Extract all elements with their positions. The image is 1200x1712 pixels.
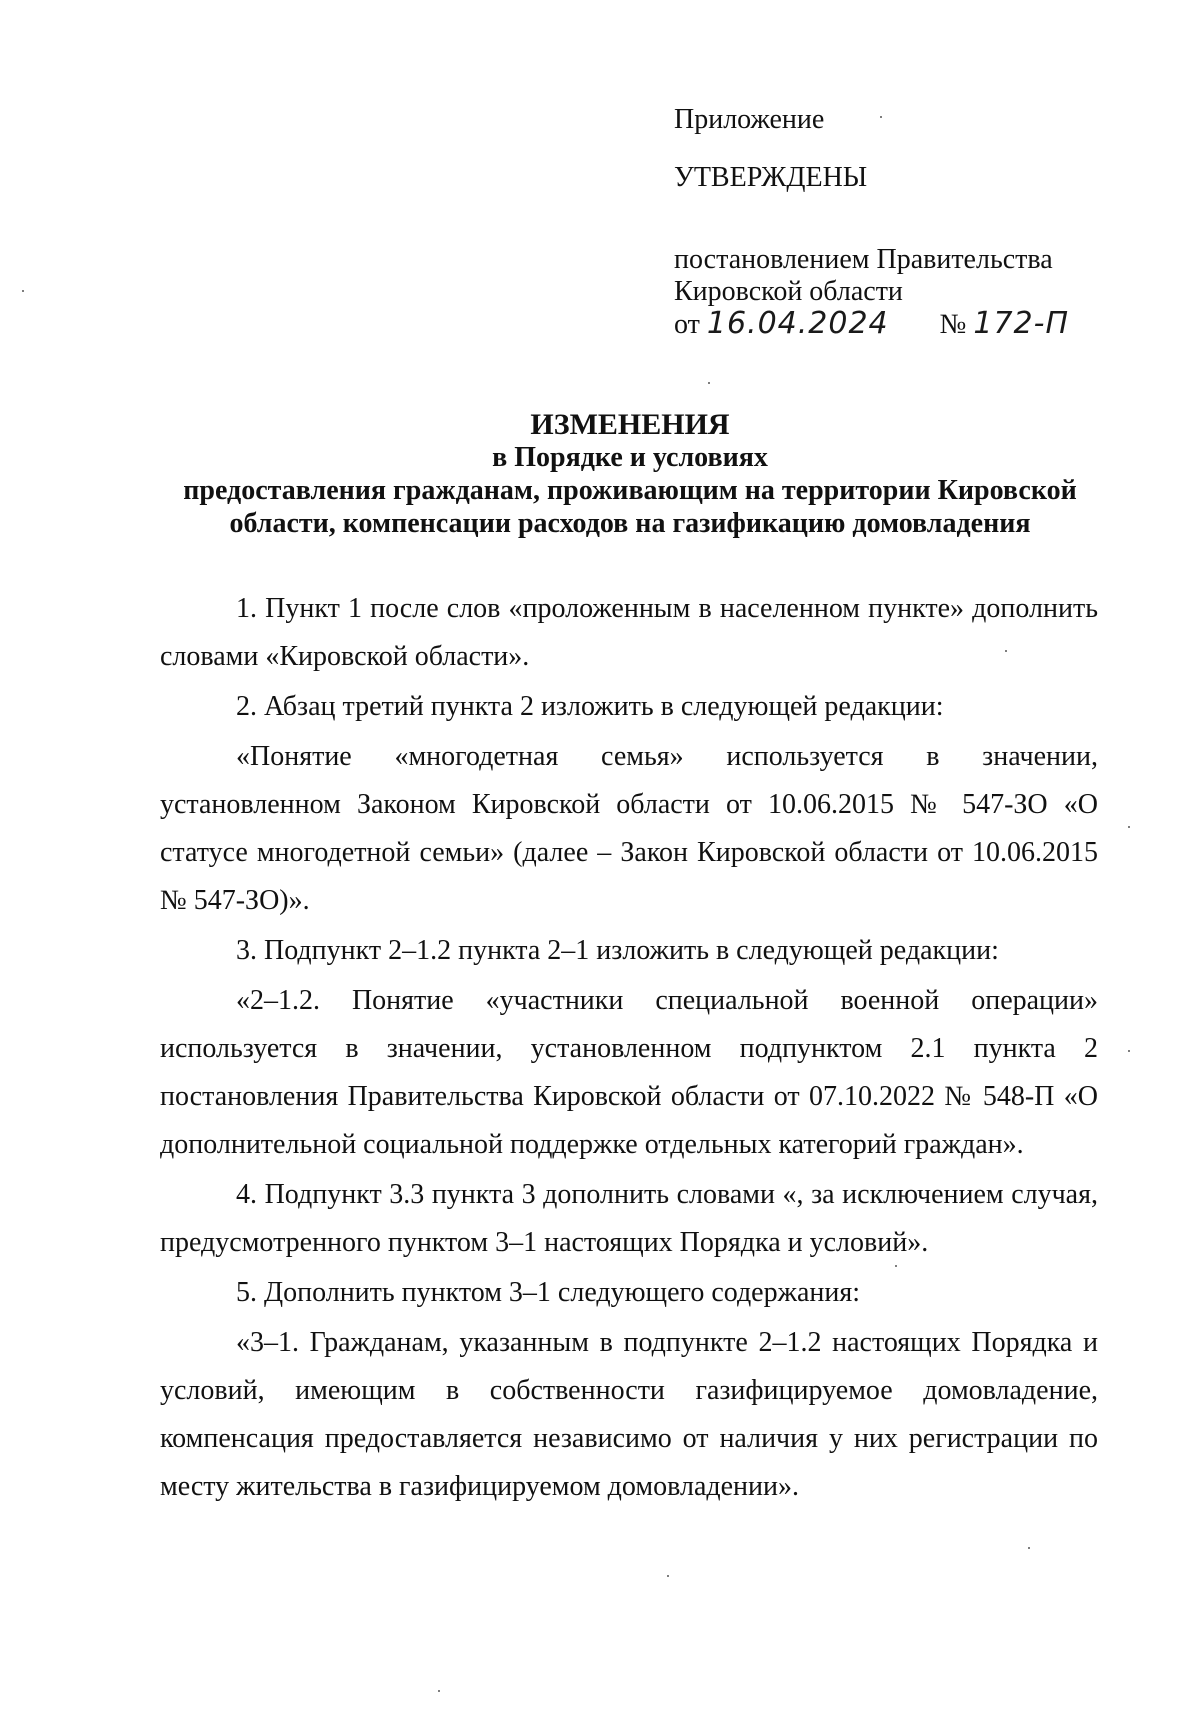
approved-by-line-1: постановлением Правительства — [674, 244, 1053, 275]
title-line-2: в Порядке и условиях — [492, 442, 768, 473]
scan-speck — [895, 1265, 897, 1267]
paragraph-8: «3–1. Гражданам, указанным в подпункте 2–1.2 настоящих Порядка и условий, имеющим в собственности газифицируемое домовладение, компенсация предоставляется независимо от наличия у них регистрации по месту жительства в газифицируемом домовладении». — [160, 1327, 1098, 1502]
paragraph-6: 4. Подпункт 3.3 пункта 3 дополнить словами «, за исключением случая, предусмотренного пунктом 3–1 настоящих Порядка и условий». — [160, 1179, 1098, 1258]
handwritten-number: 172-П — [973, 306, 1070, 341]
number-prefix: № — [939, 309, 967, 340]
approved-by-line-2: Кировской области — [674, 276, 903, 307]
document-title — [130, 408, 1130, 540]
paragraph-4: 3. Подпункт 2–1.2 пункта 2–1 изложить в следующей редакции: — [236, 935, 999, 966]
title-line-4: области, компенсации расходов на газификацию домовладения — [229, 508, 1031, 539]
paragraph-2: 2. Абзац третий пункта 2 изложить в следующей редакции: — [236, 691, 944, 722]
handwritten-date: 16.04.2024 — [706, 306, 889, 341]
approval-header — [674, 104, 1114, 341]
approved-label: УТВЕРЖДЕНЫ — [674, 162, 868, 193]
title-line-3: предоставления гражданам, проживающим на территории Кировской — [183, 475, 1077, 506]
title-line-1: ИЗМЕНЕНИЯ — [530, 408, 730, 441]
date-number-line — [674, 308, 1114, 341]
scan-speck — [667, 1575, 669, 1577]
paragraph-5: «2–1.2. Понятие «участники специальной военной операции» используется в значении, установленном подпунктом 2.1 пункта 2 постановления Правительства Кировской области от 07.10.2022 № 548-П «О дополнительной социальной поддержке отдельных категорий граждан». — [160, 985, 1098, 1160]
scan-speck — [1128, 1050, 1130, 1052]
scan-speck — [22, 290, 24, 292]
paragraph-7: 5. Дополнить пунктом 3–1 следующего содержания: — [236, 1277, 861, 1308]
scan-speck — [1005, 650, 1007, 652]
scan-speck — [880, 116, 882, 118]
appendix-label: Приложение — [674, 104, 825, 135]
date-prefix: от — [674, 309, 700, 340]
scan-speck — [1028, 1547, 1030, 1549]
paragraph-1: 1. Пункт 1 после слов «проложенным в населенном пункте» дополнить словами «Кировской области». — [160, 593, 1098, 672]
paragraph-3: «Понятие «многодетная семья» используется в значении, установленном Законом Кировской области от 10.06.2015 № 547-ЗО «О статусе многодетной семьи» (далее – Закон Кировской области от 10.06.2015 № 547-ЗО)». — [160, 741, 1098, 916]
document-body — [160, 585, 1098, 1513]
scan-speck — [1128, 826, 1130, 828]
scan-speck — [708, 382, 710, 384]
scan-speck — [438, 1690, 440, 1692]
